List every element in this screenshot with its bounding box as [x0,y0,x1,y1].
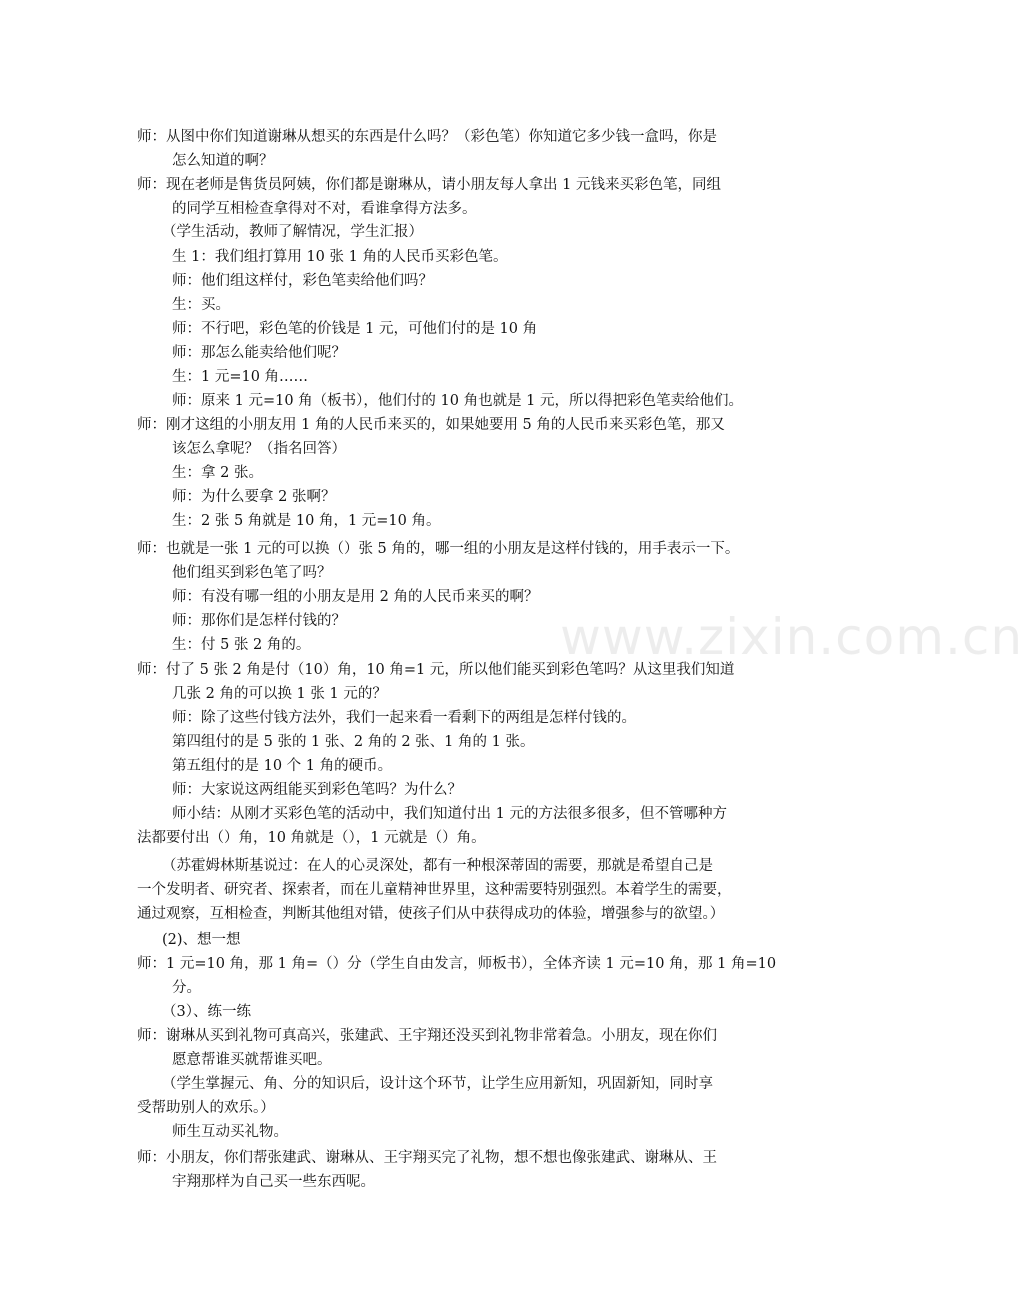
text-line: 师：除了这些付钱方法外，我们一起来看一看剩下的两组是怎样付钱的。 [172,710,636,726]
text-line: 生：拿 2 张。 [172,465,263,481]
text-line: （学生活动，教师了解情况，学生汇报） [162,224,423,240]
text-line: 师：那怎么能卖给他们呢？ [172,345,346,361]
text-line: 第五组付的是 10 个 1 角的硬币。 [172,758,393,774]
text-line: 生 1：我们组打算用 10 张 1 角的人民币买彩色笔。 [172,249,508,265]
text-line: 师小结：从刚才买彩色笔的活动中，我们知道付出 1 元的方法很多很多，但不管哪种方 [172,806,727,822]
text-line: 的同学互相检查拿得对不对，看谁拿得方法多。 [172,201,477,217]
text-line: 该怎么拿呢？（指名回答） [172,441,346,457]
text-line: 师：有没有哪一组的小朋友是用 2 角的人民币来买的啊？ [172,589,539,605]
text-line: 师：小朋友，你们帮张建武、谢琳从、王宇翔买完了礼物，想不想也像张建武、谢琳从、王 [137,1150,717,1166]
text-line: 师：原来 1 元=10 角（板书），他们付的 10 角也就是 1 元，所以得把彩色笔卖给他们。 [172,393,744,409]
text-line: 师：付了 5 张 2 角是付（10）角，10 角=1 元，所以他们能买到彩色笔吗？从这里我们知道 [137,662,735,678]
text-line: 宇翔那样为自己买一些东西呢。 [172,1174,375,1190]
text-line: 生：1 元=10 角…… [172,369,309,385]
text-line: 师：为什么要拿 2 张啊？ [172,489,336,505]
text-line: 师：刚才这组的小朋友用 1 角的人民币来买的，如果她要用 5 角的人民币来买彩色笔，那又 [137,417,725,433]
text-line: 师：那你们是怎样付钱的？ [172,613,346,629]
text-line: 师：谢琳从买到礼物可真高兴，张建武、王宇翔还没买到礼物非常着急。小朋友，现在你们 [137,1028,717,1044]
watermark: www.zixin.com.cn [560,608,1023,666]
text-line: （苏霍姆林斯基说过：在人的心灵深处，都有一种根深蒂固的需要，那就是希望自己是 [162,858,713,874]
text-line: 师生互动买礼物。 [172,1124,288,1140]
text-line: 师：现在老师是售货员阿姨，你们都是谢琳从，请小朋友每人拿出 1 元钱来买彩色笔，同组 [137,177,721,193]
text-line: 师：不行吧，彩色笔的价钱是 1 元，可他们付的是 10 角 [172,321,538,337]
text-line: 愿意帮谁买就帮谁买吧。 [172,1052,332,1068]
text-line: 分。 [172,980,201,996]
text-line: 师：大家说这两组能买到彩色笔吗？为什么？ [172,782,462,798]
text-line: 师：1 元=10 角，那 1 角=（）分（学生自由发言，师板书），全体齐读 1 元=10 角，那 1 角=10 [137,956,777,972]
text-line: 师：他们组这样付，彩色笔卖给他们吗？ [172,273,433,289]
text-line: （学生掌握元、角、分的知识后，设计这个环节，让学生应用新知，巩固新知，同时享 [162,1076,713,1092]
text-line: 受帮助别人的欢乐。） [137,1100,275,1116]
text-line: 几张 2 角的可以换 1 张 1 元的？ [172,686,387,702]
text-line: 生：2 张 5 角就是 10 角，1 元=10 角。 [172,513,441,529]
text-line: 他们组买到彩色笔了吗？ [172,565,332,581]
text-line: （3）、练一练 [162,1004,251,1020]
text-line: 一个发明者、研究者、探索者，而在儿童精神世界里，这种需要特别强烈。本着学生的需要， [137,882,732,898]
text-line: 生：买。 [172,297,230,313]
text-line: (2)、想一想 [162,932,241,948]
text-line: 第四组付的是 5 张的 1 张、2 角的 2 张、1 角的 1 张。 [172,734,535,750]
text-line: 师：从图中你们知道谢琳从想买的东西是什么吗？（彩色笔）你知道它多少钱一盒吗，你是 [137,129,717,145]
text-line: 师：也就是一张 1 元的可以换（）张 5 角的，哪一组的小朋友是这样付钱的，用手表示一下。 [137,541,740,557]
text-line: 生：付 5 张 2 角的。 [172,637,311,653]
text-line: 怎么知道的啊？ [172,153,274,169]
text-line: 法都要付出（）角，10 角就是（），1 元就是（）角。 [137,830,486,846]
text-line: 通过观察，互相检查，判断其他组对错，使孩子们从中获得成功的体验，增强参与的欲望。） [137,906,725,922]
